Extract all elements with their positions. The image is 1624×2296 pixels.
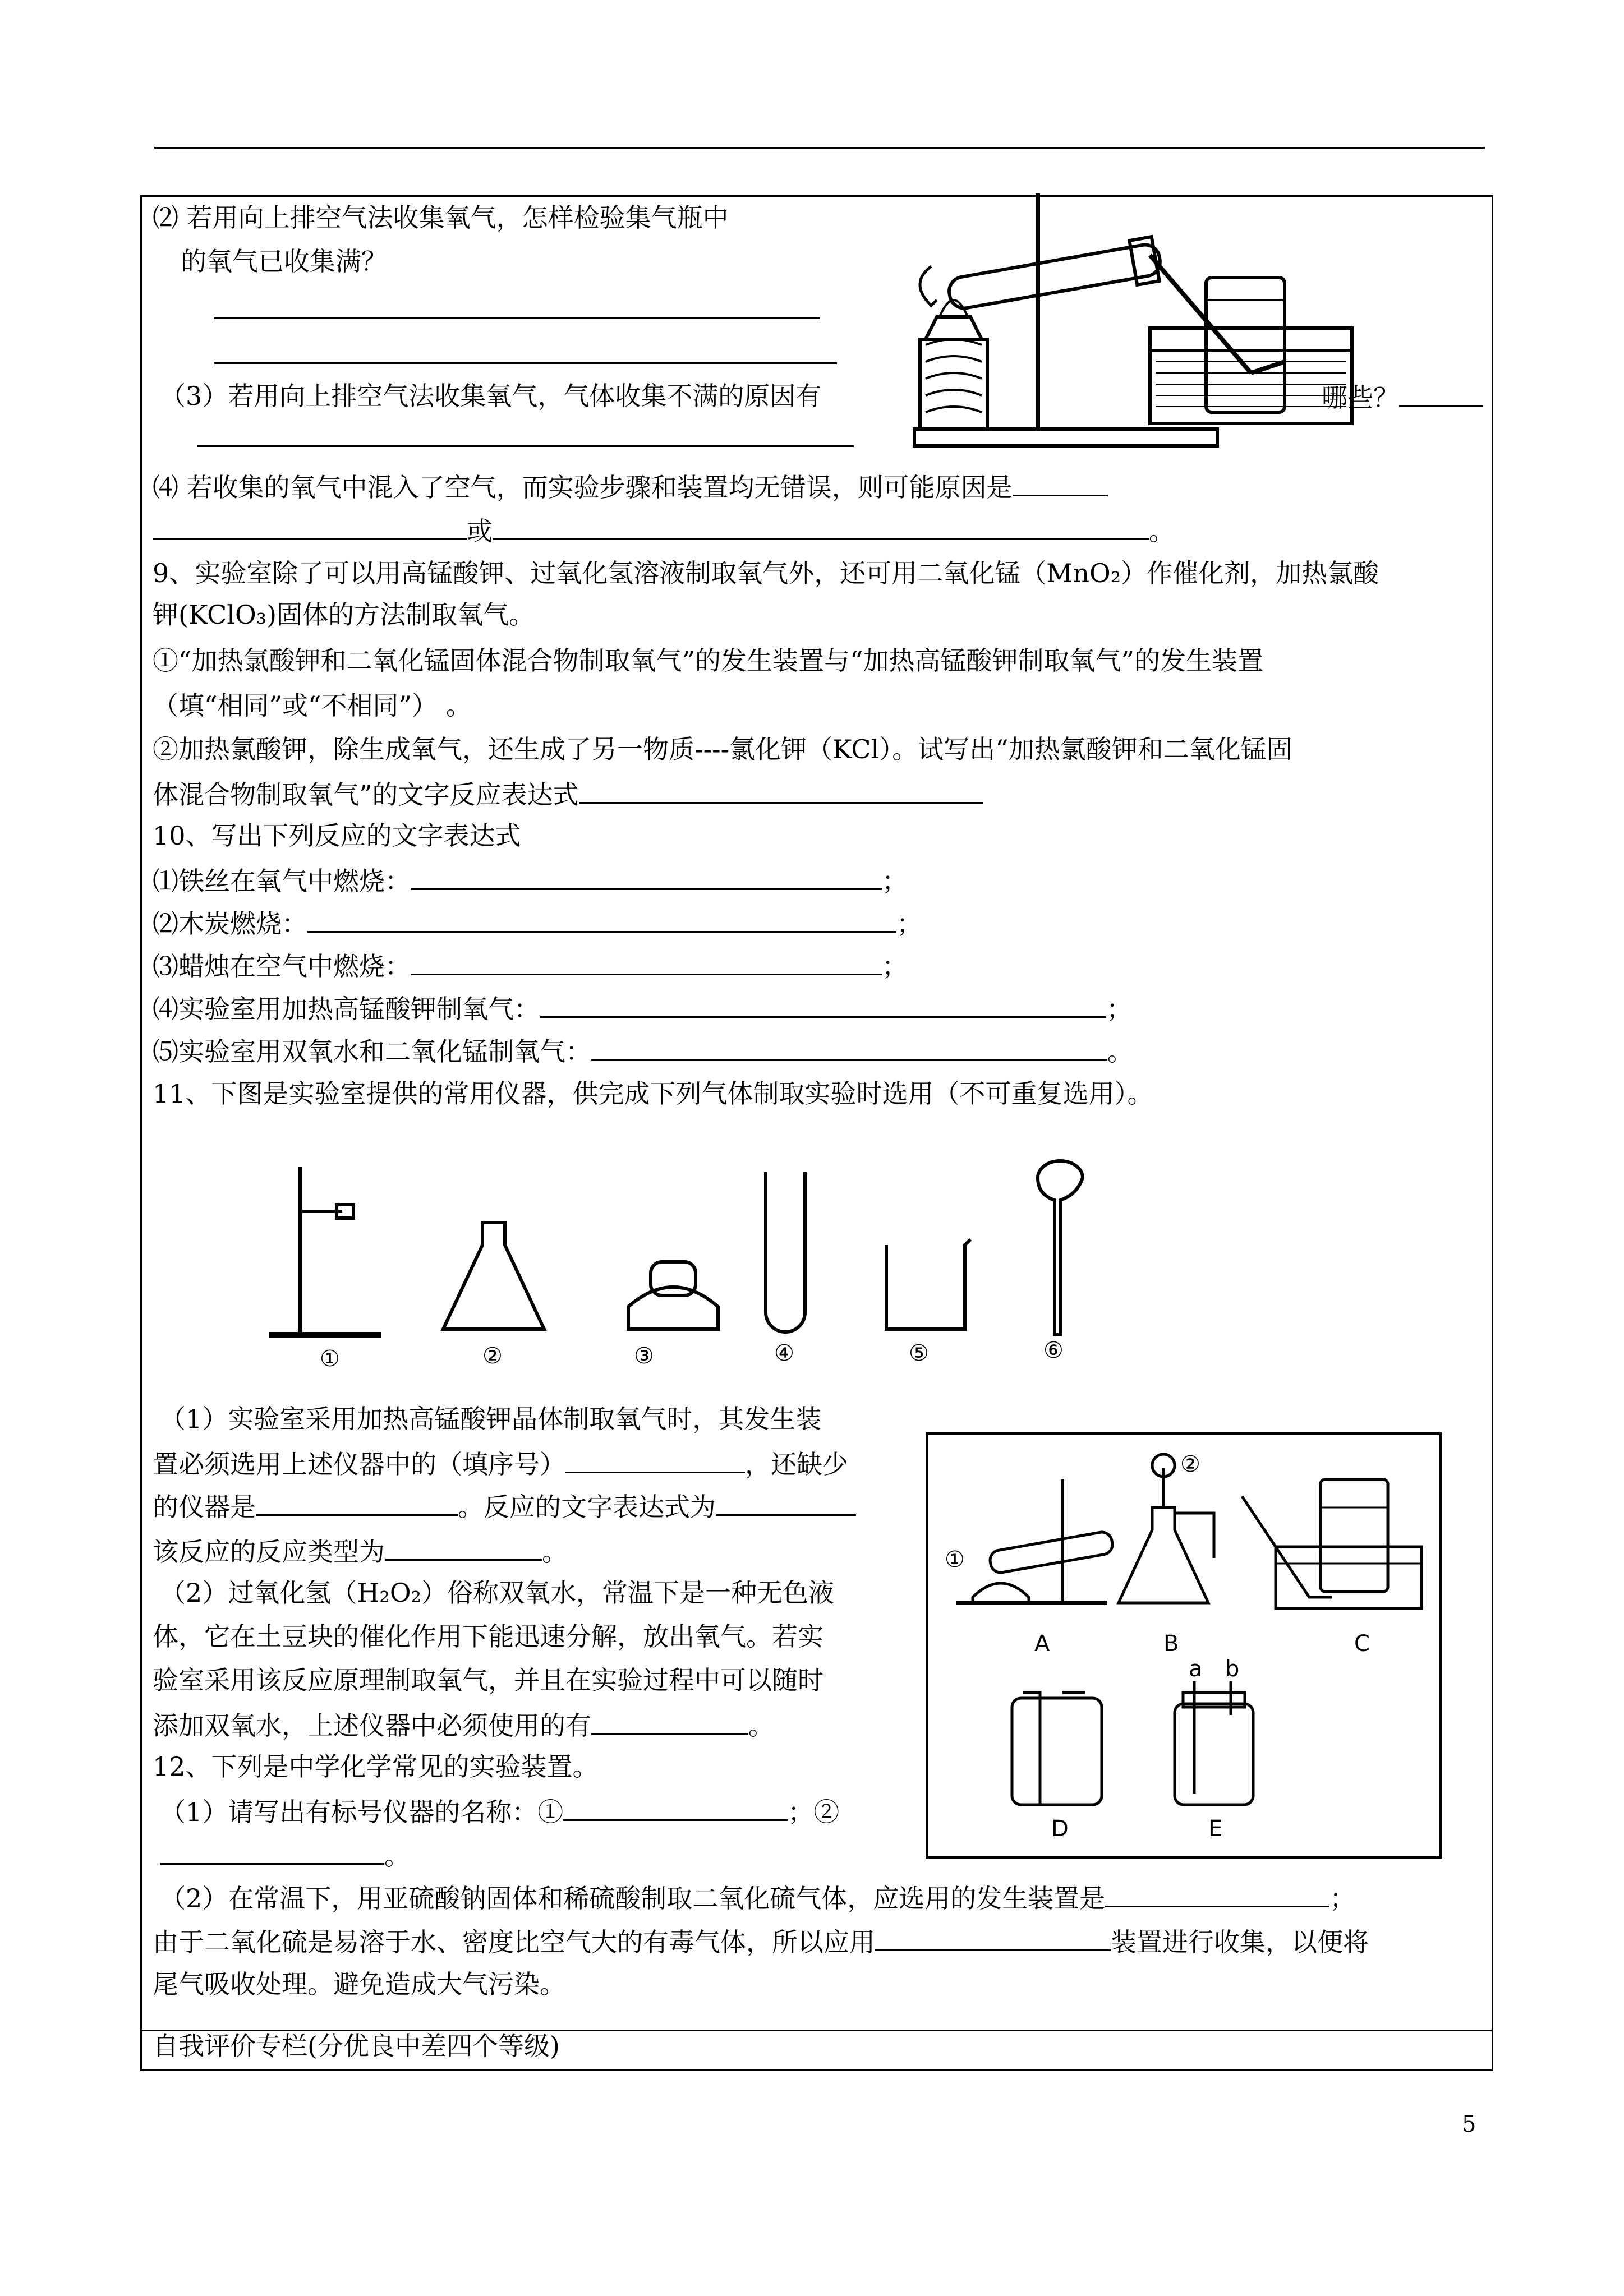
q8-part3-line1: （3）若用向上排空气法收集氧气，气体收集不满的原因有	[160, 381, 822, 411]
apparatus-label-c: C	[1354, 1631, 1370, 1657]
q12-title: 12、下列是中学化学常见的实验装置。	[153, 1751, 599, 1782]
q8-apparatus-figure	[892, 193, 1526, 457]
q10-item-3: ⑶蜡烛在空气中燃烧： ；	[153, 948, 908, 983]
q12-part1-line1: （1）请写出有标号仪器的名称：① ；②	[160, 1794, 839, 1829]
instrument-label-3: ③	[634, 1343, 654, 1369]
q12-part2-line2: 由于二氧化硫是易溶于水、密度比空气大的有毒气体，所以应用 装置进行收集，以便将	[153, 1924, 1369, 1959]
q11-part2-line2: 体，它在土豆块的催化作用下能迅速分解，放出氧气。若实	[153, 1621, 823, 1652]
q11-part2-line1: （2）过氧化氢（H₂O₂）俗称双氧水，常温下是一种无色液	[160, 1578, 834, 1608]
answer-blank[interactable]	[307, 905, 896, 933]
instrument-label-4: ④	[774, 1340, 794, 1366]
q11-part1-line1: （1）实验室采用加热高锰酸钾晶体制取氧气时，其发生装	[160, 1404, 822, 1434]
answer-blank[interactable]	[160, 1837, 384, 1865]
q9-intro-line2: 钾(KClO₃)固体的方法制取氧气。	[153, 600, 535, 630]
answer-blank[interactable]	[385, 1533, 542, 1561]
instrument-label-1: ①	[320, 1346, 340, 1372]
answer-blank[interactable]	[565, 1446, 745, 1473]
q9-sub2-line1: ②加热氯酸钾，除生成氧气，还生成了另一物质----氯化钾（KCl）。试写出“加热氯酸钾和二氧化锰固	[153, 734, 1292, 764]
answer-blank[interactable]	[591, 1033, 1107, 1061]
apparatus-label-e: E	[1208, 1816, 1223, 1842]
answer-blank[interactable]	[411, 948, 882, 975]
answer-blank[interactable]	[716, 1488, 856, 1516]
q9-intro-line1: 9、实验室除了可以用高锰酸钾、过氧化氢溶液制取氧气外，还可用二氧化锰（MnO₂）作催化剂，加热氯酸	[153, 558, 1379, 588]
q11-part1-line2: 置必须选用上述仪器中的（填序号） ，还缺少	[153, 1446, 848, 1481]
q11-part1-line3: 的仪器是 。反应的文字表达式为	[153, 1488, 856, 1524]
q10-item-4: ⑷实验室用加热高锰酸钾制氧气： ；	[153, 990, 1132, 1026]
q12-apparatus-figure	[926, 1432, 1442, 1859]
instrument-label-6: ⑥	[1043, 1338, 1064, 1363]
answer-blank[interactable]	[493, 513, 1149, 540]
answer-blank[interactable]	[1105, 1880, 1329, 1907]
answer-blank[interactable]	[875, 1924, 1111, 1951]
q11-part2-line4: 添加双氧水，上述仪器中必须使用的有 。	[153, 1707, 774, 1742]
answer-blank[interactable]	[411, 863, 882, 890]
q12-part2-line3: 尾气吸收处理。避免造成大气污染。	[153, 1969, 565, 1999]
q8-part2-line1: ⑵ 若用向上排空气法收集氧气，怎样检验集气瓶中	[153, 202, 729, 233]
apparatus-label-b: B	[1163, 1631, 1179, 1657]
self-eval-label: 自我评价专栏(分优良中差四个等级)	[153, 2031, 560, 2061]
answer-blank[interactable]	[1013, 469, 1108, 496]
q9-sub2-line2: 体混合物制取氧气”的文字反应表达式	[153, 776, 983, 812]
q8-part2-line2: 的氧气已收集满？	[181, 246, 387, 276]
q10-item-2: ⑵木炭燃烧： ；	[153, 905, 922, 940]
page-number: 5	[1462, 2111, 1476, 2137]
answer-blank[interactable]	[256, 1488, 458, 1516]
header-rule	[154, 147, 1485, 149]
q9-sub1-line2: （填“相同”或“不相同”） 。	[153, 690, 472, 721]
q9-sub1-line1: ①“加热氯酸钾和二氧化锰固体混合物制取氧气”的发生装置与“加热高锰酸钾制取氧气”的发生装置	[153, 646, 1264, 676]
q11-part2-line3: 验室采用该反应原理制取氧气，并且在实验过程中可以随时	[153, 1665, 823, 1695]
q10-item-5: ⑸实验室用双氧水和二氧化锰制氧气： 。	[153, 1033, 1133, 1068]
q8-part3-tail: 哪些？	[1322, 379, 1483, 414]
port-a-label: a	[1189, 1656, 1203, 1682]
q11-part1-line4: 该反应的反应类型为 。	[153, 1533, 568, 1569]
answer-blank[interactable]	[540, 990, 1106, 1018]
answer-blank[interactable]	[579, 776, 983, 804]
q10-item-1: ⑴铁丝在氧气中燃烧： ；	[153, 863, 908, 898]
apparatus-label-d: D	[1051, 1816, 1069, 1842]
q12-part2-line1: （2）在常温下，用亚硫酸钠固体和稀硫酸制取二氧化硫气体，应选用的发生装置是 ；	[160, 1880, 1355, 1915]
q11-title: 11、下图是实验室提供的常用仪器，供完成下列气体制取实验时选用（不可重复选用）。	[153, 1078, 1153, 1109]
q8-part4-blanks: 或 。	[153, 513, 1175, 548]
answer-blank[interactable]	[563, 1794, 788, 1821]
q8-part4: ⑷ 若收集的氧气中混入了空气，而实验步骤和装置均无错误，则可能原因是	[153, 469, 1108, 504]
answer-blank[interactable]	[197, 419, 854, 455]
answer-blank[interactable]	[591, 1707, 748, 1735]
answer-blank[interactable]	[153, 513, 467, 540]
answer-blank[interactable]	[214, 292, 820, 327]
q11-instruments-figure	[247, 1144, 1122, 1380]
instrument-label-2: ②	[482, 1343, 503, 1369]
instrument-label-5: ⑤	[909, 1340, 929, 1366]
apparatus-label-a: A	[1034, 1631, 1050, 1657]
marker-2: ②	[1180, 1451, 1200, 1477]
q12-part1-line2: 。	[160, 1837, 410, 1873]
answer-blank[interactable]	[214, 336, 837, 372]
marker-1: ①	[945, 1547, 965, 1573]
q10-title: 10、写出下列反应的文字表达式	[153, 820, 521, 851]
port-b-label: b	[1225, 1656, 1240, 1682]
